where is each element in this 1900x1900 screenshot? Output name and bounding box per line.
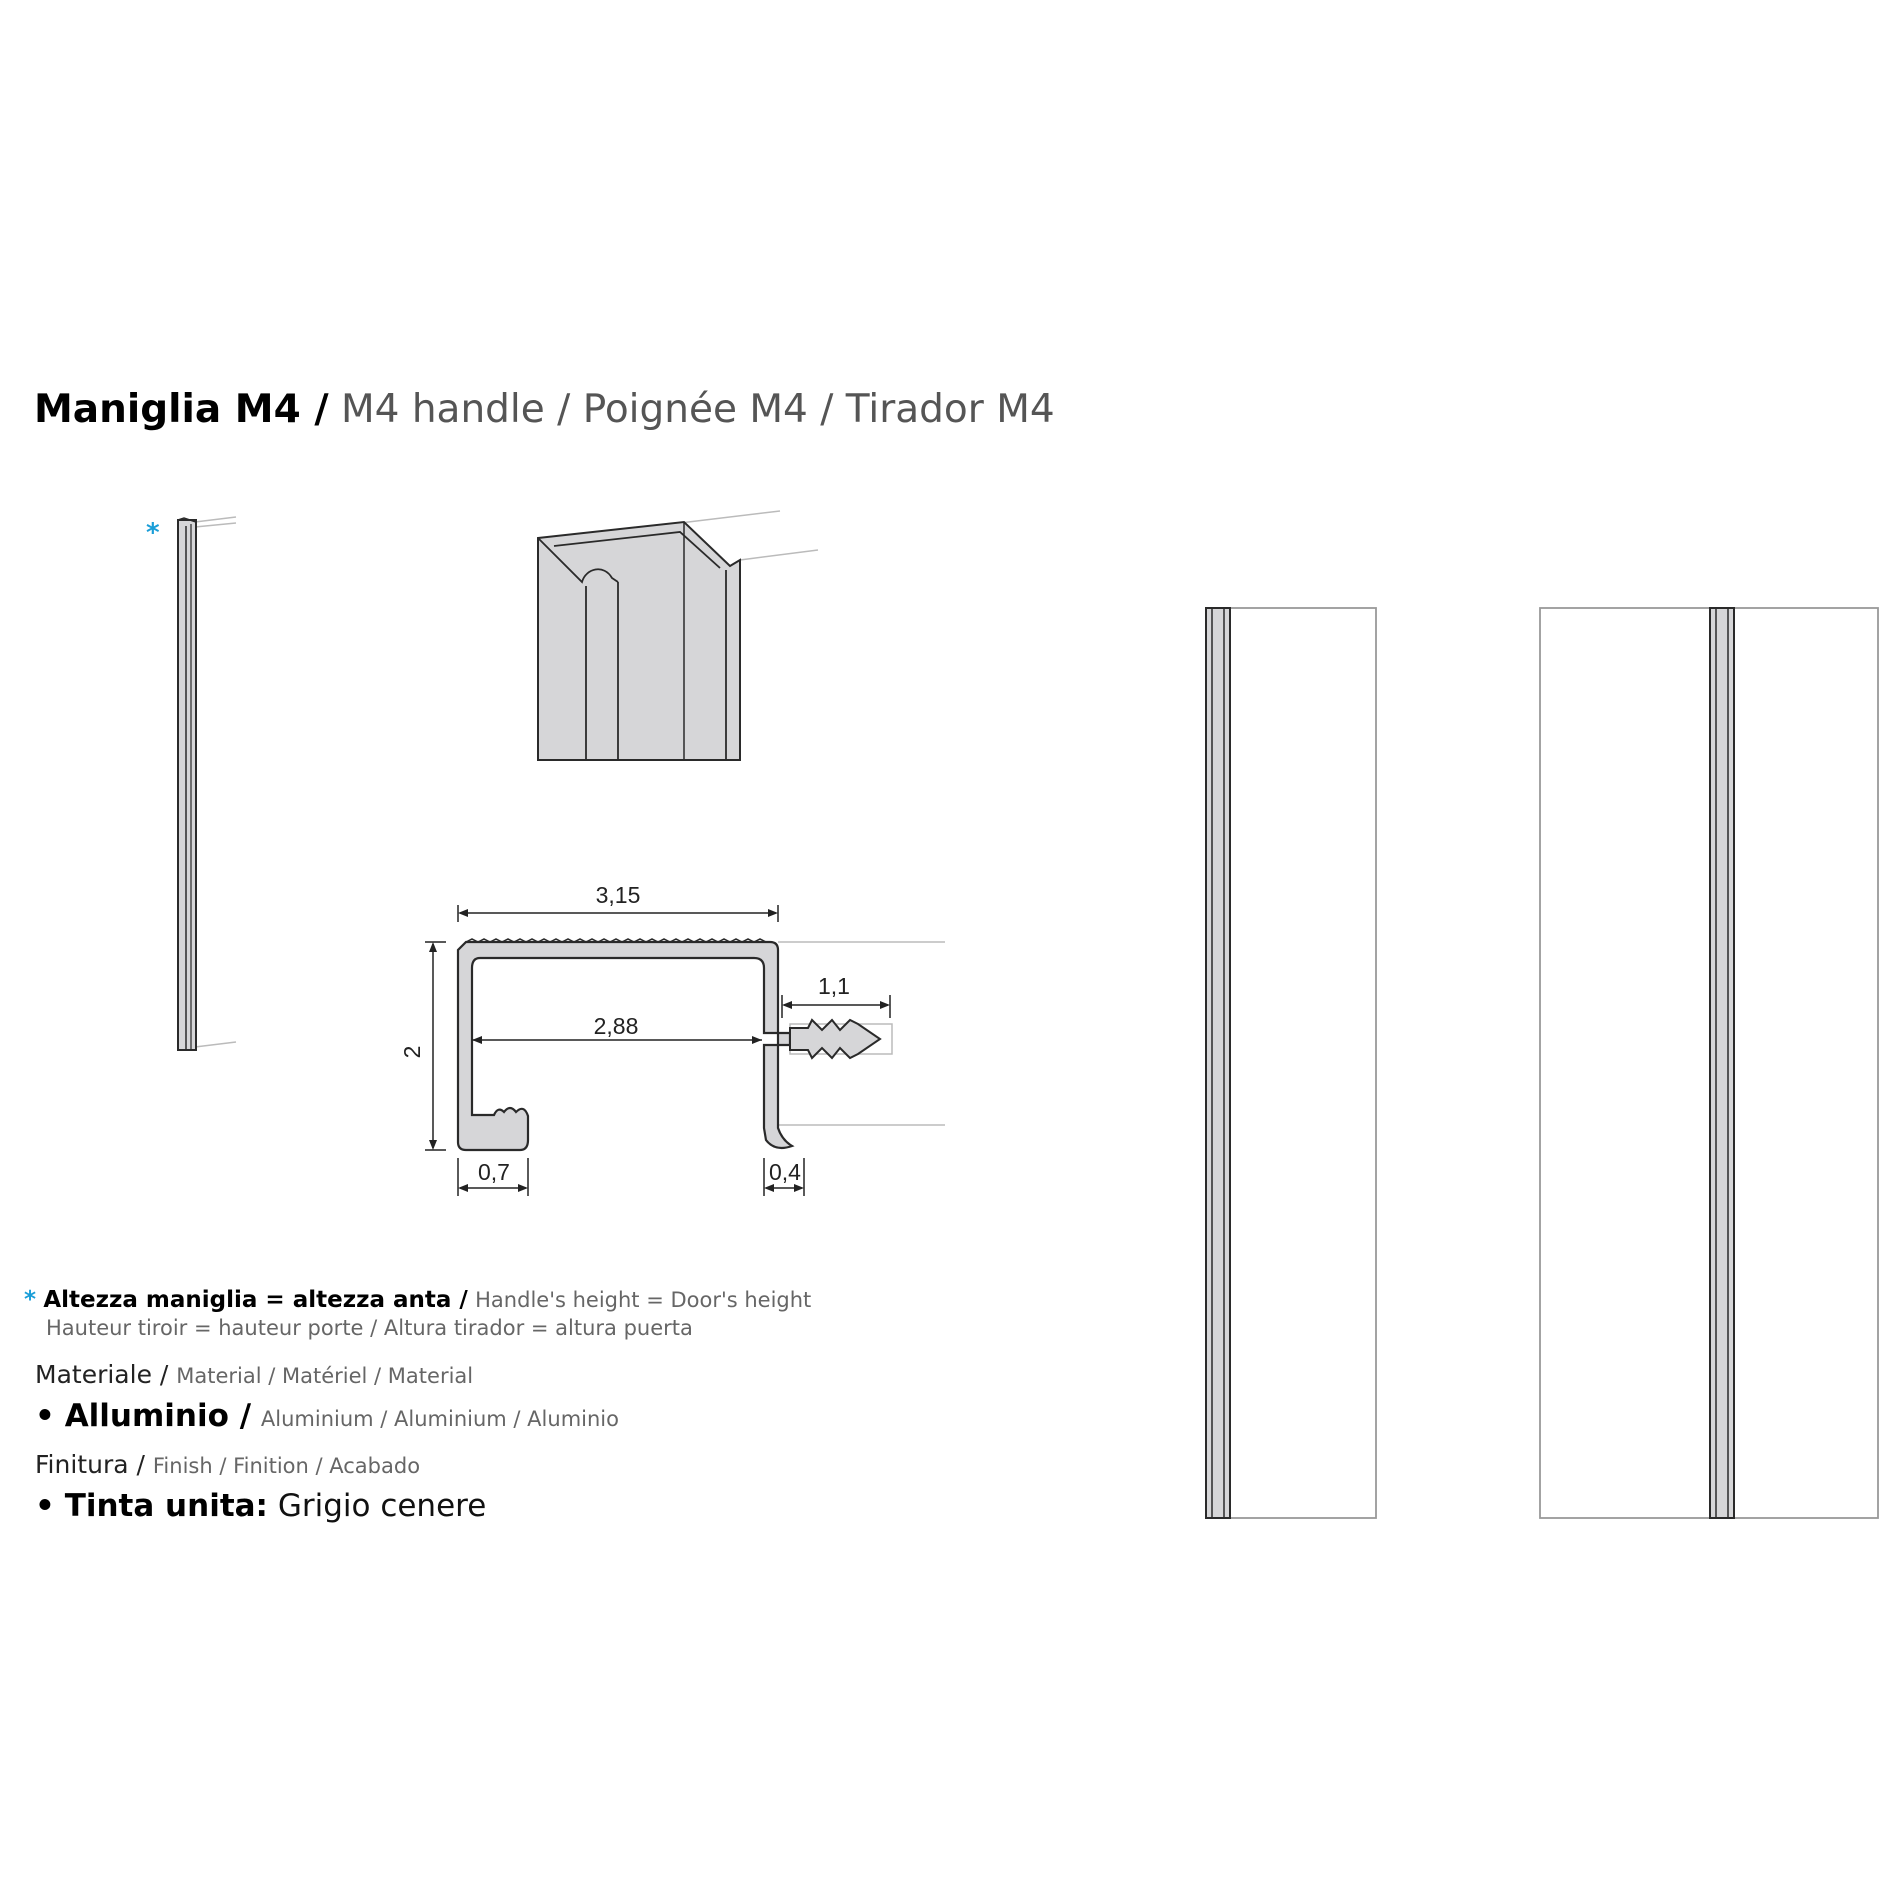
material-label-sub: Material / Matériel / Material — [176, 1364, 474, 1388]
finish-bullet: • — [35, 1488, 55, 1524]
dim-clip: 1,1 — [818, 973, 850, 999]
profile-section-drawing — [399, 882, 945, 1196]
finish-label — [35, 1450, 420, 1479]
finish-label-text: Finitura / — [35, 1450, 145, 1479]
note-asterisk: * — [24, 1287, 37, 1313]
profile-3d-drawing — [538, 511, 818, 760]
dim-width-outer: 3,15 — [595, 882, 641, 908]
door-edge-handle-drawing — [1206, 608, 1376, 1518]
title-bold: Maniglia M4 / — [34, 387, 329, 432]
finish-value-bold: Tinta unita: — [64, 1488, 268, 1524]
material-value-text: Alluminio / — [64, 1398, 252, 1434]
height-note-line2 — [46, 1314, 693, 1342]
material-value — [35, 1398, 619, 1434]
asterisk-marker: * — [146, 518, 160, 548]
finish-value-text: Grigio cenere — [277, 1488, 487, 1524]
material-value-sub: Aluminium / Aluminium / Aluminio — [260, 1407, 619, 1431]
double-door-handle-drawing — [1540, 608, 1878, 1518]
dim-lip-left: 0,7 — [478, 1159, 510, 1185]
finish-label-sub: Finish / Finition / Acabado — [152, 1454, 421, 1478]
material-label — [35, 1360, 473, 1389]
finish-value — [35, 1488, 486, 1524]
title-translations: M4 handle / Poignée M4 / Tirador M4 — [340, 387, 1055, 432]
note-sub2: Hauteur tiroir = hauteur porte / Altura tirador = altura puerta — [46, 1316, 693, 1340]
material-bullet: • — [35, 1398, 55, 1434]
material-label-text: Materiale / — [35, 1360, 169, 1389]
note-bold: Altezza maniglia = altezza anta / — [43, 1287, 468, 1313]
dim-height: 2 — [399, 1045, 425, 1059]
dim-lip-right: 0,4 — [769, 1159, 801, 1185]
note-sub1: Handle's height = Door's height — [475, 1288, 812, 1312]
dim-width-inner: 2,88 — [593, 1013, 639, 1039]
height-note — [24, 1286, 811, 1314]
handle-elevation-drawing — [178, 517, 236, 1050]
